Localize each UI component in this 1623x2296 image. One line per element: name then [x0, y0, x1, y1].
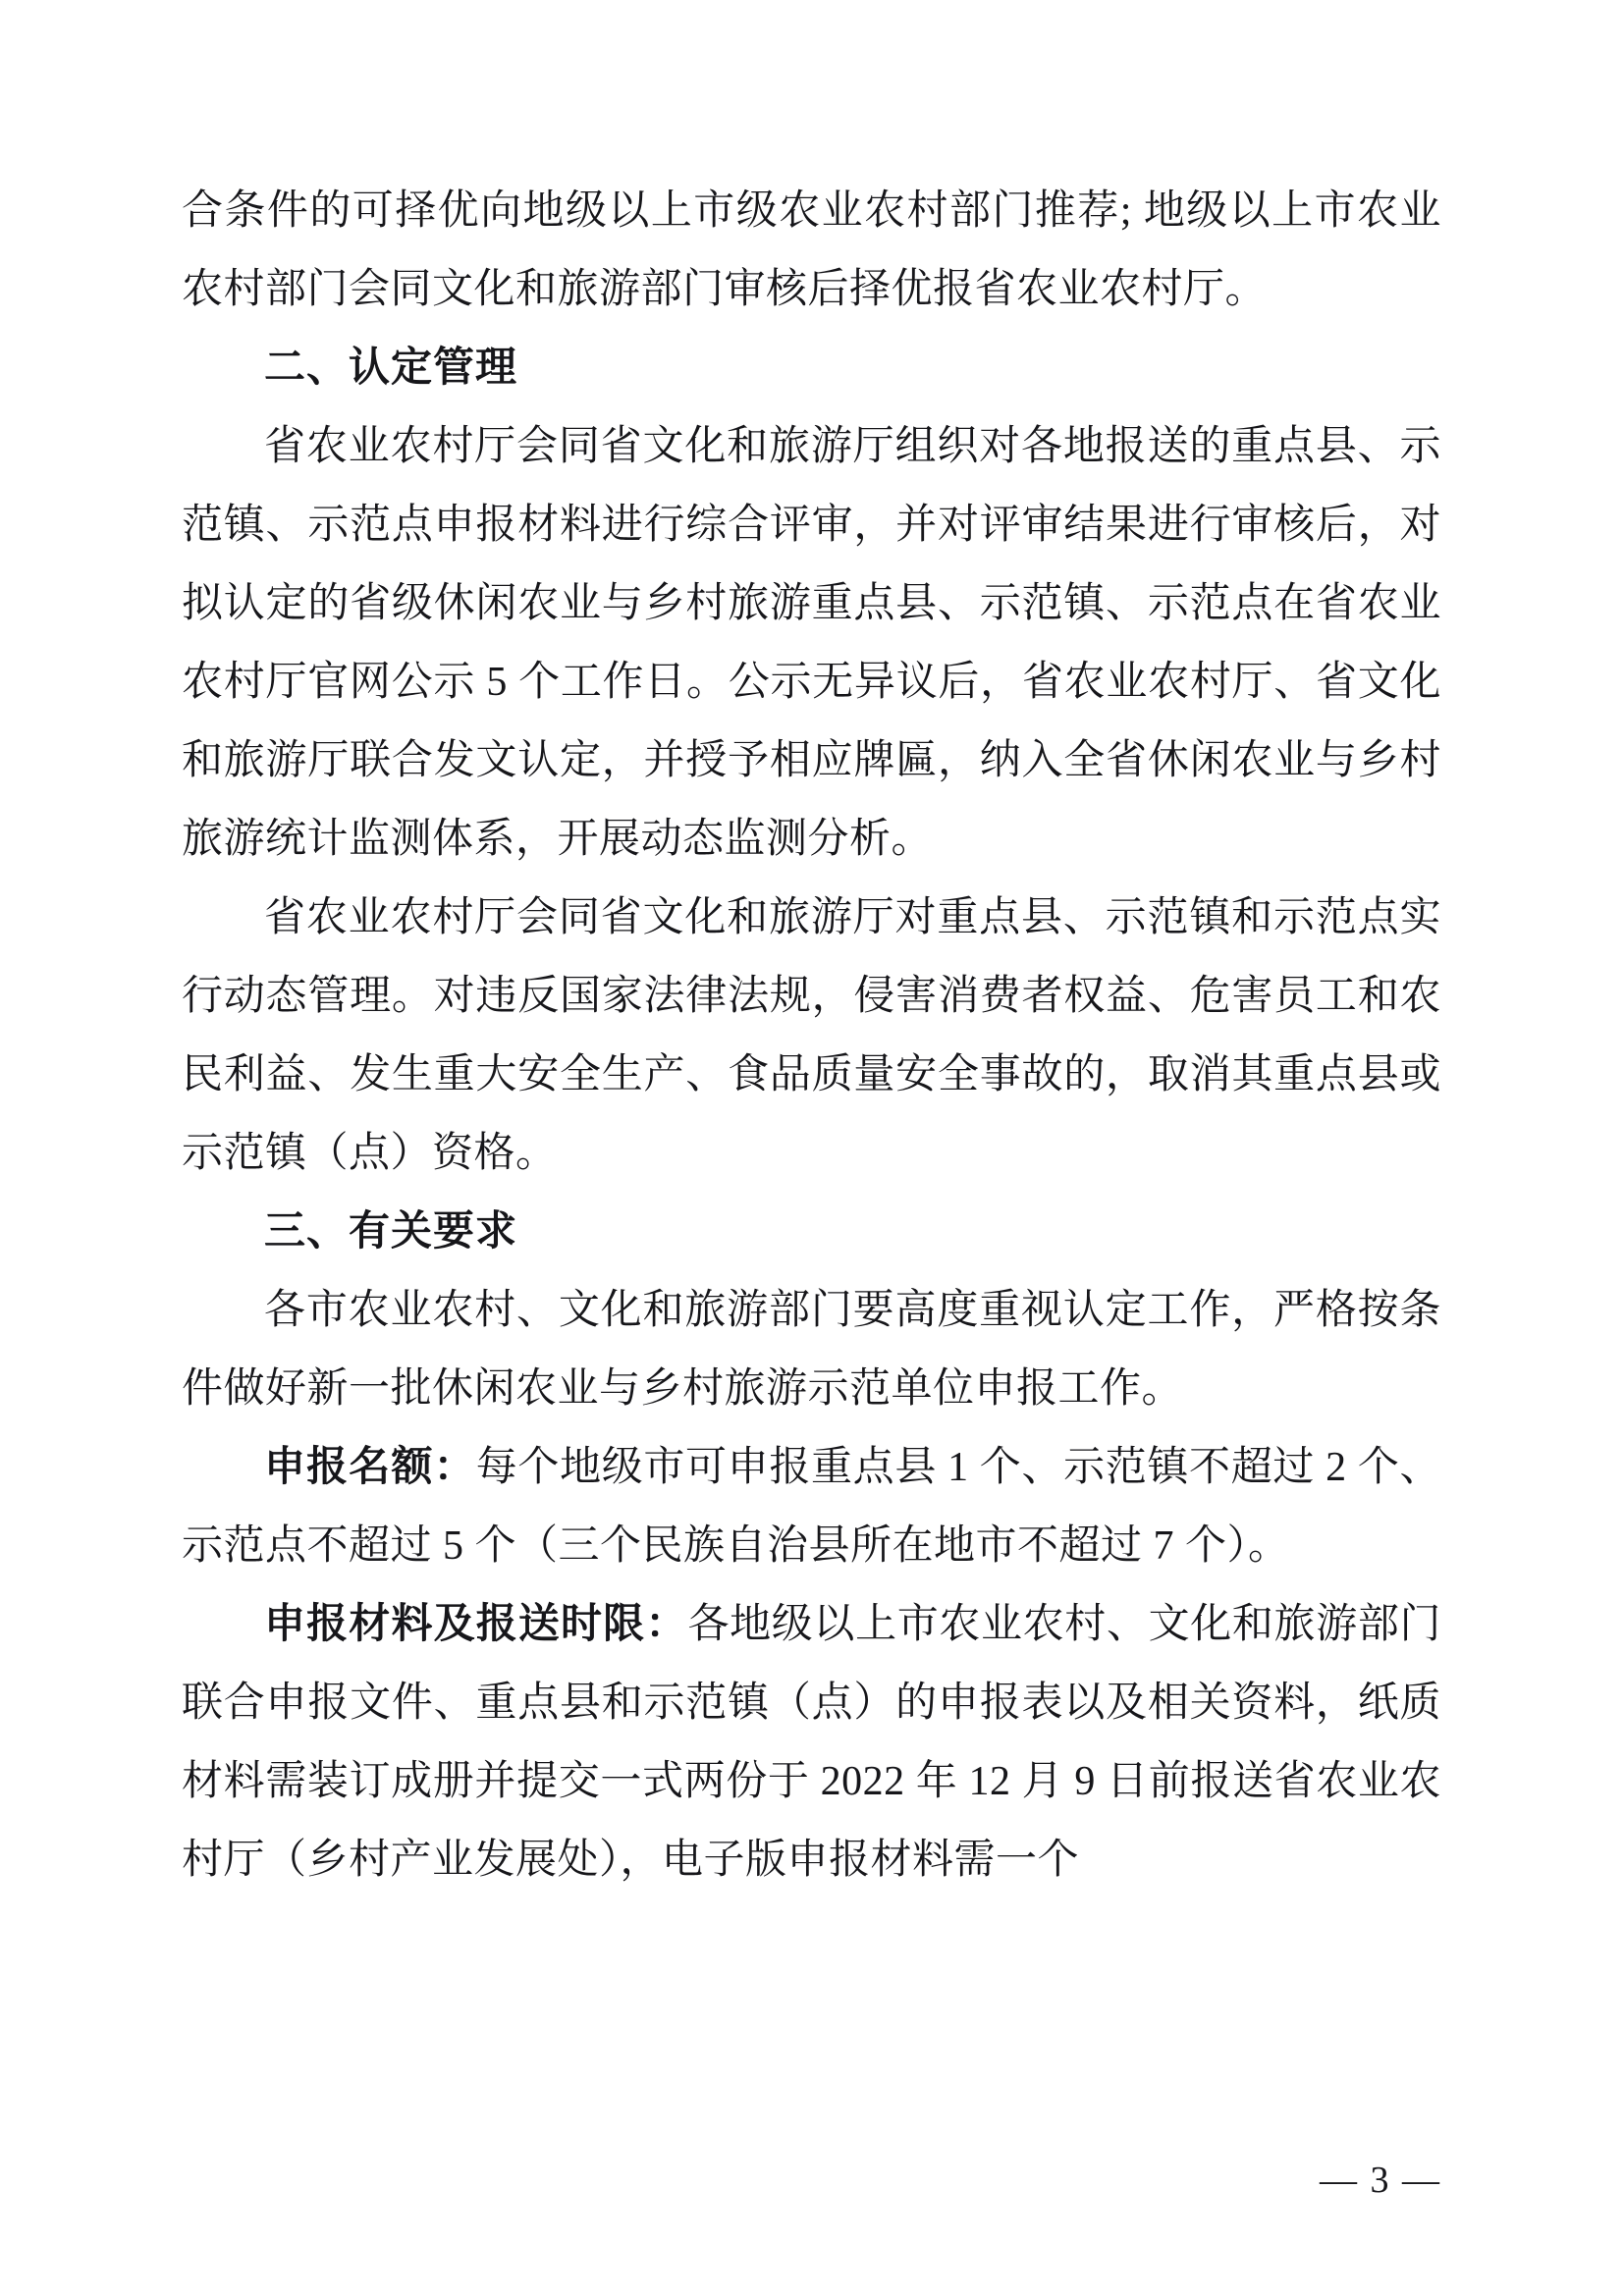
paragraph-dynamic-management: 省农业农村厅会同省文化和旅游厅对重点县、示范镇和示范点实行动态管理。对违反国家法律法规，侵害消费者权益、危害员工和农民利益、发生重大安全生产、食品质量安全事故的，取消其重点县或示范镇（点）资格。 — [182, 895, 1441, 1176]
paragraph-quota — [182, 1428, 1441, 1585]
page-number: — 3 — — [1320, 2160, 1441, 2201]
section-heading-three: 三、有关要求 — [264, 1209, 518, 1255]
document-body — [182, 172, 1441, 1899]
paragraph-review-process: 省农业农村厅会同省文化和旅游厅组织对各地报送的重点县、示范镇、示范点申报材料进行综合评审，并对评审结果进行审核后，对拟认定的省级休闲农业与乡村旅游重点县、示范镇、示范点在省农业农村厅官网公示 5 个工作日。公示无异议后，省农业农村厅、省文化和旅游厅联合发文认定，并授予相应牌匾，纳入全省休闲农业与乡村旅游统计监测体系，开展动态监测分析。 — [182, 424, 1441, 862]
paragraph-continued: 合条件的可择优向地级以上市级农业农村部门推荐; 地级以上市农业农村部门会同文化和旅游部门审核后择优报省农业农村厅。 — [182, 188, 1441, 312]
paragraph-materials-deadline-lead: 申报材料及报送时限： — [264, 1602, 688, 1647]
paragraph-materials-deadline — [182, 1585, 1441, 1899]
paragraph-quota-lead: 申报名额： — [264, 1445, 476, 1490]
section-heading-two: 二、认定管理 — [264, 346, 518, 391]
paragraph-quota-text: 每个地级市可申报重点县 1 个、示范镇不超过 2 个、示范点不超过 5 个（三个民族自治县所在地市不超过 7 个）。 — [182, 1445, 1441, 1569]
paragraph-requirements: 各市农业农村、文化和旅游部门要高度重视认定工作，严格按条件做好新一批休闲农业与乡村旅游示范单位申报工作。 — [182, 1288, 1441, 1412]
paragraph-materials-deadline-text: 各地级以上市农业农村、文化和旅游部门联合申报文件、重点县和示范镇（点）的申报表以及相关资料，纸质材料需装订成册并提交一式两份于 2022 年 12 月 9 日前报送省农业农村厅（乡村产业发展处），电子版申报材料需一个 — [182, 1602, 1441, 1883]
